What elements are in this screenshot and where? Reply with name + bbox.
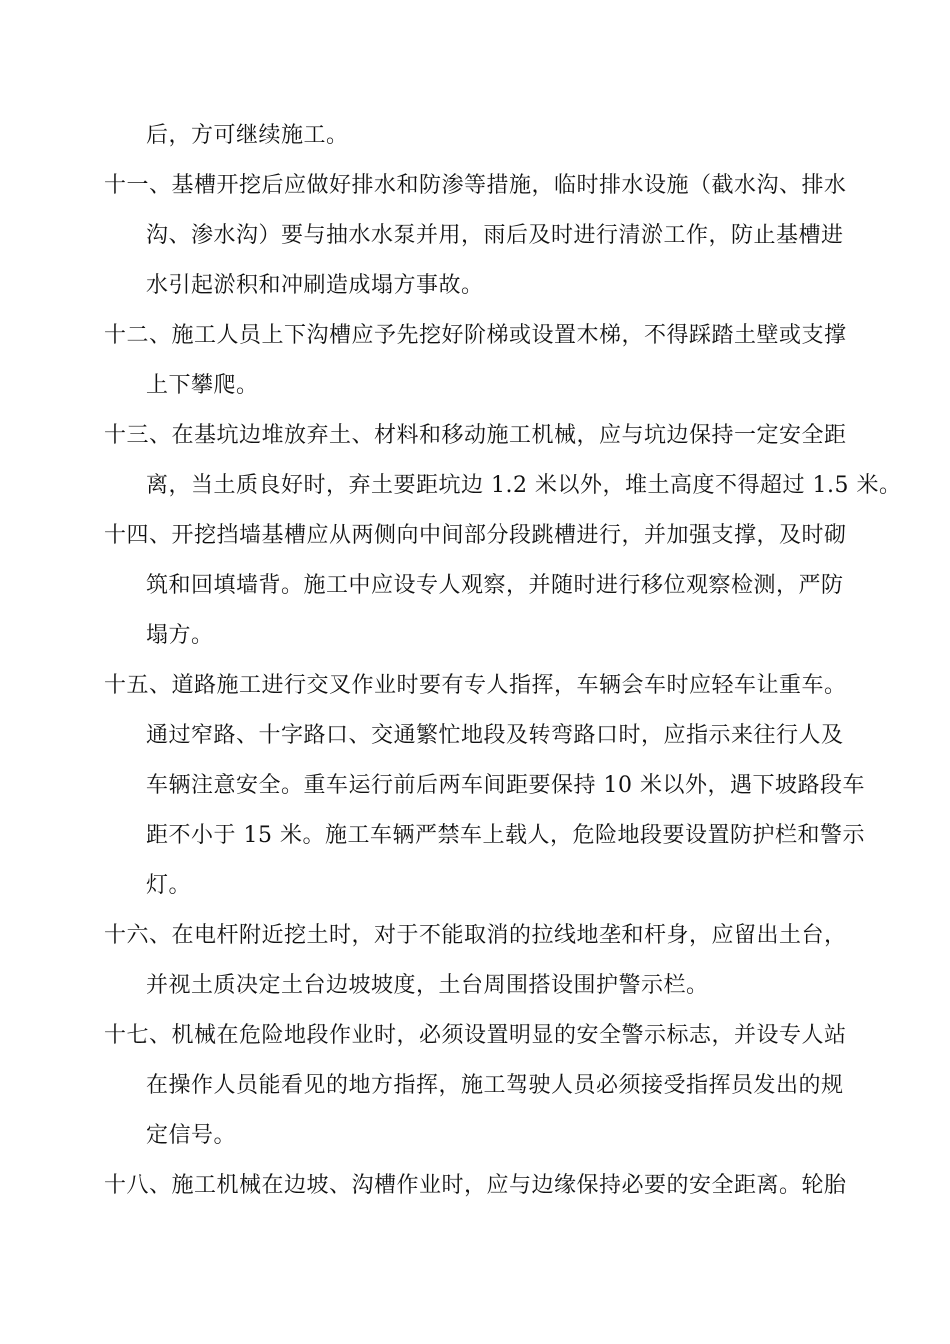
text-line: 沟、渗水沟）要与抽水水泵并用，雨后及时进行清淤工作，防止基槽进 <box>146 223 844 248</box>
clause-14-line: 十四、开挖挡墙基槽应从两侧向中间部分段跳槽进行，并加强支撑，及时砌 <box>104 523 847 548</box>
text-line: 距不小于 15 米。施工车辆严禁车上载人，危险地段要设置防护栏和警示 <box>146 823 865 848</box>
clause-15-line: 十五、道路施工进行交叉作业时要有专人指挥，车辆会车时应轻车让重车。 <box>104 673 847 698</box>
text-line: 车辆注意安全。重车运行前后两车间距要保持 10 米以外，遇下坡路段车 <box>146 773 865 798</box>
text-line: 定信号。 <box>146 1123 237 1148</box>
clause-17-line: 十七、机械在危险地段作业时，必须设置明显的安全警示标志，并设专人站 <box>104 1023 847 1048</box>
text-line: 后，方可继续施工。 <box>146 123 349 148</box>
text-line: 塌方。 <box>146 623 214 648</box>
text-line: 在操作人员能看见的地方指挥，施工驾驶人员必须接受指挥员发出的规 <box>146 1073 844 1098</box>
text-line: 筑和回填墙背。施工中应设专人观察，并随时进行移位观察检测，严防 <box>146 573 844 598</box>
clause-16-line: 十六、在电杆附近挖土时，对于不能取消的拉线地垄和杆身，应留出土台， <box>104 923 847 948</box>
text-line: 上下攀爬。 <box>146 373 259 398</box>
text-line: 并视土质决定土台边坡坡度，土台周围搭设围护警示栏。 <box>146 973 709 998</box>
text-line: 离，当土质良好时，弃土要距坑边 1.2 米以外，堆土高度不得超过 1.5 米。 <box>146 473 902 498</box>
clause-11-line: 十一、基槽开挖后应做好排水和防渗等措施，临时排水设施（截水沟、排水 <box>104 173 847 198</box>
clause-18-line: 十八、施工机械在边坡、沟槽作业时，应与边缘保持必要的安全距离。轮胎 <box>104 1173 847 1198</box>
text-line: 水引起淤积和冲刷造成塌方事故。 <box>146 273 484 298</box>
text-line: 通过窄路、十字路口、交通繁忙地段及转弯路口时，应指示来往行人及 <box>146 723 844 748</box>
clause-12-line: 十二、施工人员上下沟槽应予先挖好阶梯或设置木梯，不得踩踏土壁或支撑 <box>104 323 847 348</box>
clause-13-line: 十三、在基坑边堆放弃土、材料和移动施工机械，应与坑边保持一定安全距 <box>104 423 847 448</box>
text-line: 灯。 <box>146 873 192 898</box>
